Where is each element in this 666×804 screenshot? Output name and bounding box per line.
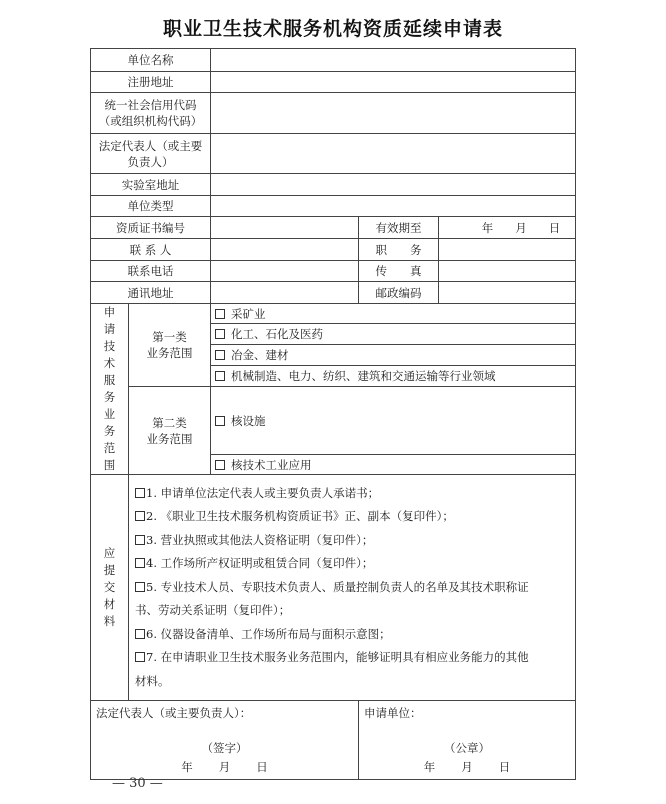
credit-code-label-line2: （或组织机构代码） <box>98 114 203 128</box>
valid-month-text: 月 <box>515 220 527 235</box>
checkbox-icon[interactable] <box>215 309 225 319</box>
material-item-5[interactable]: 5. 专业技术人员、专职技术负责人、质量控制负责人的名单及其技术职称证 <box>135 576 569 600</box>
material-item-3[interactable]: 3. 营业执照或其他法人资格证明（复印件）； <box>135 529 569 553</box>
unit-type-label: 单位类型 <box>91 196 211 217</box>
position-field[interactable] <box>439 239 576 261</box>
category1-label <box>129 304 211 387</box>
mail-address-field[interactable] <box>211 282 359 304</box>
category1-label-line2: 业务范围 <box>146 346 193 360</box>
credit-code-label <box>91 93 211 134</box>
page-title: 职业卫生技术服务机构资质延续申请表 <box>162 18 503 40</box>
scope-option-manufacturing[interactable] <box>211 366 576 387</box>
contact-label: 联 系 人 <box>91 239 211 261</box>
legal-rep-label <box>91 134 211 174</box>
fax-label: 传 真 <box>359 261 439 282</box>
material-item-1[interactable]: 1. 申请单位法定代表人或主要负责人承诺书； <box>135 482 569 506</box>
material-item-4[interactable]: 4. 工作场所产权证明或租赁合同（复印件）； <box>135 552 569 576</box>
materials-list <box>129 475 576 701</box>
position-label: 职 务 <box>359 239 439 261</box>
postcode-field[interactable] <box>439 282 576 304</box>
scope-option-chemical[interactable] <box>211 324 576 345</box>
checkbox-icon[interactable] <box>135 652 145 662</box>
legal-rep-signature-cell[interactable] <box>91 701 359 780</box>
phone-field[interactable] <box>211 261 359 282</box>
cert-no-label: 资质证书编号 <box>91 217 211 239</box>
postcode-label: 邮政编码 <box>359 282 439 304</box>
checkbox-icon[interactable] <box>215 350 225 360</box>
fax-field[interactable] <box>439 261 576 282</box>
category2-label-line2: 业务范围 <box>146 431 193 446</box>
scope-option-label: 核设施 <box>231 413 266 428</box>
signature-mark: （签字） <box>201 741 248 755</box>
phone-label: 联系电话 <box>91 261 211 282</box>
unit-name-label: 单位名称 <box>91 49 211 72</box>
scope-option-nuclear-tech[interactable] <box>211 455 576 475</box>
checkbox-icon[interactable] <box>135 511 145 521</box>
mail-address-label: 通讯地址 <box>91 282 211 304</box>
legal-rep-label-line2: 负责人） <box>127 154 174 169</box>
scope-option-nuclear-facility[interactable] <box>211 387 576 455</box>
reg-address-field[interactable] <box>211 72 576 93</box>
scope-option-label: 化工、石化及医药 <box>231 327 323 341</box>
legal-rep-label-line1: 法定代表人（或主要 <box>98 138 203 153</box>
material-item-7-cont: 材料。 <box>135 673 170 688</box>
material-item-6[interactable]: 6. 仪器设备清单、工作场所布局与面积示意图； <box>135 623 569 647</box>
checkbox-icon[interactable] <box>215 460 225 470</box>
checkbox-icon[interactable] <box>215 416 225 426</box>
material-item-7[interactable]: 7. 在申请职业卫生技术服务业务范围内，能够证明具有相应业务能力的其他 <box>135 646 569 670</box>
lab-address-label: 实验室地址 <box>91 174 211 196</box>
signature-date: 年 月 日 <box>181 760 268 774</box>
checkbox-icon[interactable] <box>135 558 145 568</box>
category1-label-line1: 第一类 <box>152 330 187 344</box>
lab-address-field[interactable] <box>211 174 576 196</box>
credit-code-label-line1: 统一社会信用代码 <box>104 98 197 112</box>
unit-type-field[interactable] <box>211 196 576 217</box>
legal-rep-signature-label: 法定代表人（或主要负责人）： <box>96 706 252 720</box>
applicant-unit-label: 申请单位： <box>364 706 422 720</box>
scope-option-mining[interactable] <box>211 304 576 324</box>
checkbox-icon[interactable] <box>215 371 225 381</box>
contact-field[interactable] <box>211 239 359 261</box>
scope-option-label: 冶金、建材 <box>231 348 289 362</box>
scope-option-label: 核技术工业应用 <box>231 457 312 472</box>
seal-mark: （公章） <box>444 741 490 755</box>
checkbox-icon[interactable] <box>135 582 145 592</box>
checkbox-icon[interactable] <box>135 535 145 545</box>
scope-option-label: 机械制造、电力、纺织、建筑和交通运输等行业领域 <box>231 369 496 383</box>
valid-until-field[interactable] <box>439 217 576 239</box>
applicant-seal-cell[interactable] <box>359 701 576 780</box>
checkbox-icon[interactable] <box>215 329 225 339</box>
materials-section-label: 应 提 交 材 料 <box>91 475 129 701</box>
scope-option-metallurgy[interactable] <box>211 345 576 366</box>
valid-until-label: 有效期至 <box>359 217 439 239</box>
valid-day-text: 日 <box>548 220 561 235</box>
valid-year-text: 年 <box>481 220 494 235</box>
credit-code-field[interactable] <box>211 93 576 134</box>
material-item-2[interactable]: 2. 《职业卫生技术服务机构资质证书》正、副本（复印件）； <box>135 505 569 529</box>
category2-label <box>129 387 211 475</box>
category2-label-line1: 第二类 <box>152 415 187 430</box>
checkbox-icon[interactable] <box>135 488 145 498</box>
legal-rep-field[interactable] <box>211 134 576 174</box>
unit-name-field[interactable] <box>211 49 576 72</box>
application-form-table <box>90 48 576 780</box>
scope-section-label: 申 请 技 术 服 务 业 务 范 围 <box>91 304 129 475</box>
scope-option-label: 采矿业 <box>231 306 266 321</box>
seal-date: 年 月 日 <box>423 760 511 774</box>
reg-address-label: 注册地址 <box>91 72 211 93</box>
page-number: — 30 — <box>112 776 163 791</box>
cert-no-field[interactable] <box>211 217 359 239</box>
material-item-5-cont: 书、劳动关系证明（复印件）； <box>135 603 291 618</box>
checkbox-icon[interactable] <box>135 629 145 639</box>
